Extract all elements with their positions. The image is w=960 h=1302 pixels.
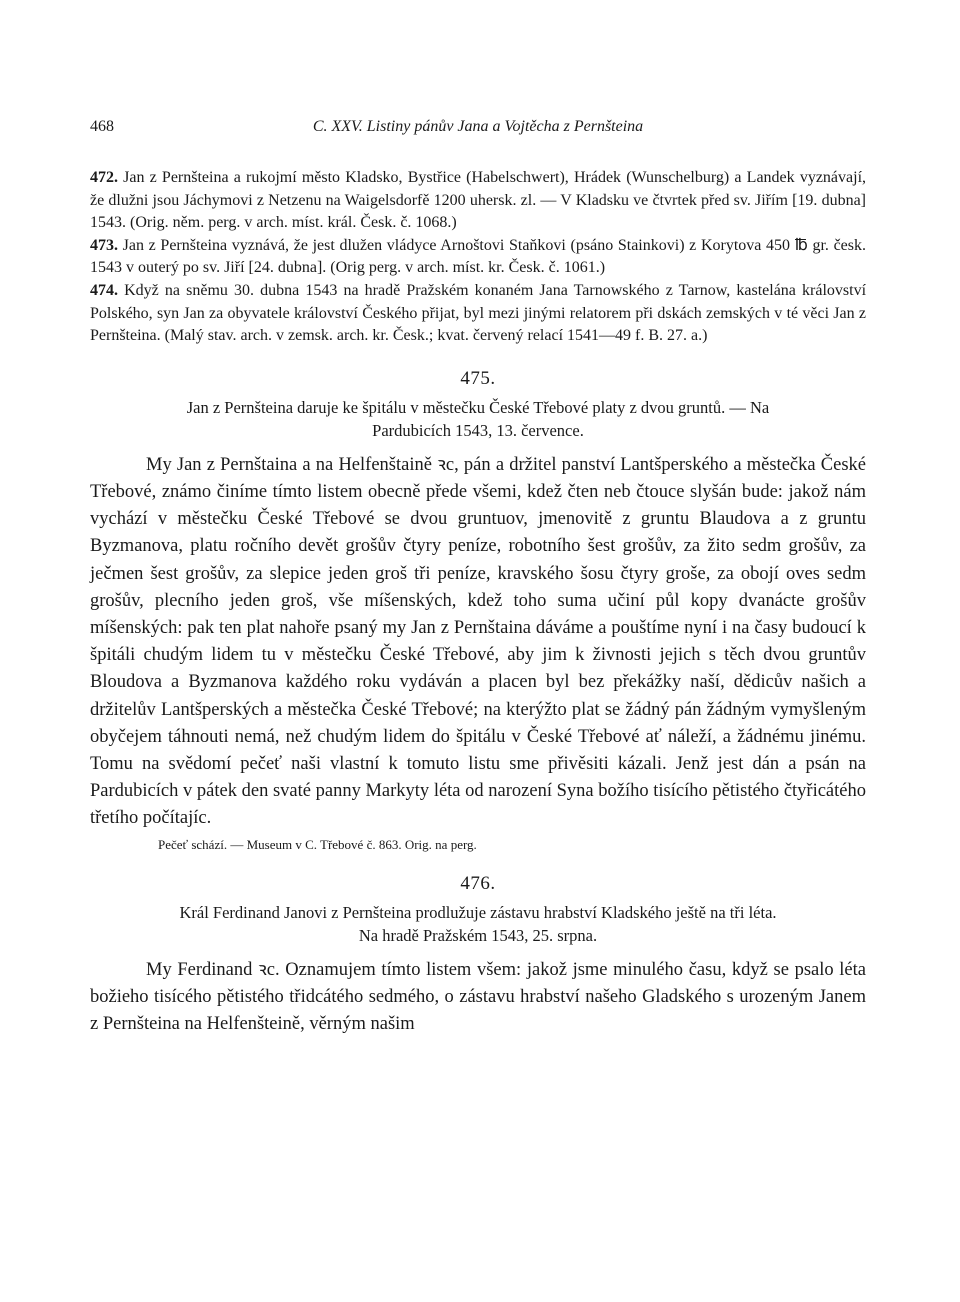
place-date: Na hradě Pražském 1543, 25. srpna. [358, 925, 598, 945]
summary-text: Král Ferdinand Janovi z Pernšteina prodlužuje zástavu hrabství Kladského ještě na tři léta. [179, 902, 777, 922]
regest-472 [90, 167, 866, 235]
summary-text: Jan z Pernšteina daruje ke špitálu v městečku České Třebové platy z dvou gruntů. — Na [186, 397, 770, 417]
regest-text: Jan z Pernšteina vyznává, že jest dlužen vládyce Arnoštovi Staňkovi (psáno Stainkovi) z Korytova 450 ℔ gr. česk. 1543 v outerý po sv. Jiří [24. dubna]. (Orig perg. v arch. míst. kr. Česk. č. 1061.) [90, 236, 866, 277]
document-number-476: 476. [460, 872, 496, 894]
regest-473 [90, 235, 866, 280]
document-summary-476 [90, 901, 866, 947]
document-body-475: My Jan z Pernštaina a na Helfenštaině ꝛc, pán a držitel panství Lantšperského a městečka České Třebové, známo činíme tímto listem obecně přede všemi, kdež čten neb čtouce slyšán bude: jakož nám vychází v městečku České Třebové se dvou gruntuov, jmenovitě z gruntu Blaudova a z gruntu Byzmanova, platu ročního devět grošův čtyry peníze, robotního šest grošův, za žito sedm grošův, za ječmen šest grošův, za slepice jeden groš tři peníze, kravského šosu čtyry groše, za obojí oves sedm grošův, plecního jeden groš, vše míšenských, kdež toho suma učiní půl kopy dvanácte grošův míšenských: pak ten plat nahoře psaný my Jan z Pernštaina dáváme a pouštíme nyní i na časy budoucí k špitáli chudým lidem tu v městečku České Třebové, aby jim k živnosti jejich s těch dvou gruntův Bloudova a Byzmanova každého roku vydáván a placen byl bez překážky naší, dědicův našich a držitelův Lantšperských a městečka České Třebové; na kterýžto plat se žádný pán žádným vymyšleným obyčejem táhnouti nemá, než chudým lidem do špitálu v České Třebové ať náleží, a žádnému jinému. Tomu na svědomí pečeť naši vlastní k tomuto listu sme přivěsiti kázali. Jenž jest dán a psán na Pardubicích v pátek den svaté panny Markyty léta od narození Syna božího tisícího pětistého čtyřicátého třetího počítajíc. [90, 454, 866, 829]
document-number-475: 475. [460, 367, 496, 389]
regest-474 [90, 280, 866, 348]
regest-number: 473. [90, 236, 118, 254]
document-body-476: My Ferdinand ꝛc. Oznamujem tímto listem všem: jakož jsme minulého času, když se psalo léta božieho tisícého pětistého třidcátého sedmého, o zástavu hrabství našeho Gladského s urozeným Janem z Pernšteina na Helfenšteině, věrným našim [90, 959, 866, 1034]
page-number: 468 [90, 118, 114, 135]
regest-number: 472. [90, 169, 118, 186]
page [90, 118, 866, 1038]
regest-text: Jan z Pernšteina a rukojmí město Kladsko, Bystřice (Habelschwert), Hrádek (Wunschelburg) a Landek vyznávají, že dlužni jsou Jáchymovi z Netzenu na Waigelsdorfě 1200 uhersk. zl. — V Kladsku ve čtvrtek před sv. Jiřím [19. dubna] 1543. (Orig. něm. perg. v arch. míst. král. Česk. č. 1068.) [90, 169, 867, 232]
footnote-seal: Pečeť schází. — Museum v C. Třebové č. 863. Orig. na perg. [158, 836, 477, 852]
place-date: Pardubicích 1543, 13. července. [372, 420, 584, 440]
running-title: C. XXV. Listiny pánův Jana a Vojtěcha z Pernšteina [312, 118, 644, 135]
running-head [90, 118, 866, 142]
regest-number: 474. [90, 281, 118, 299]
document-summary-475 [90, 396, 866, 442]
regest-text: Když na sněmu 30. dubna 1543 na hradě Pražském konaném Jana Tarnowského z Tarnow, kastelána království Polského, syn Jan za obyvatele království Českého přijat, byl mezi jinými relatorem při dskách zemských v té věci Jan z Pernšteina. (Malý stav. arch. v zemsk. arch. kr. Česk.; kvat. červený relací 1541—49 f. B. 27. a.) [90, 281, 867, 345]
